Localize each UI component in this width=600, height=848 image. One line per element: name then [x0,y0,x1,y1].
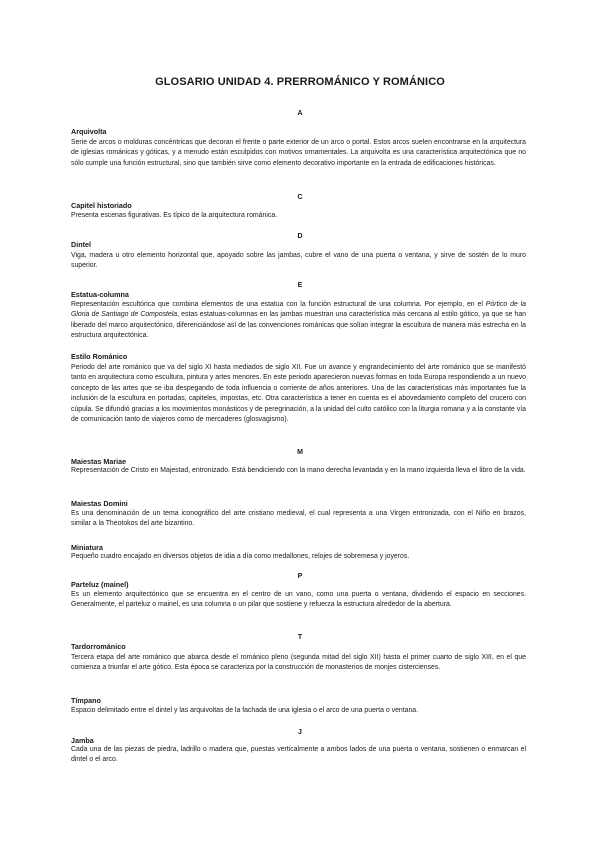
page-title: GLOSARIO UNIDAD 4. PRERROMÁNICO Y ROMÁNICO [155,76,445,88]
definition-estatua-columna-part-1: Representación escultórica que combina elementos de una estatua con la función estructural de una columna. Por ejemplo, en el [71,301,486,308]
definition-timpano: Espacio delimitado entre el dintel y las arquivoltas de la fachada de una iglesia o el arco de una puerta o ventana. [71,707,419,714]
term-maiestas-domini: Maiestas Domini [71,499,128,508]
definition-parteluz: Es un elemento arquitectónico que se encuentra en el centro de un vano, como una puerta o ventana, dividiendo el espacio en secciones. Generalmente, el parteluz o mainel, es una columna o un pilar que sostiene y refuerza la estructura alrededor de la abertura. [71,591,526,609]
term-parteluz: Parteluz (mainel) [71,580,129,589]
section-letter-c: C [297,194,303,201]
portico-de-la-gloria-title: Pórtico de la Gloria de Santiago de Compostela [71,301,526,319]
term-arquivolta: Arquivolta [71,127,107,136]
term-jamba: Jamba [71,736,94,745]
term-timpano: Tímpano [71,696,101,705]
section-letter-d: D [297,233,303,240]
term-capitel-historiado: Capitel historiado [71,201,132,210]
definition-estilo-romanico: Periodo del arte románico que va del siglo XI hasta mediados de siglo XII. Fue un avance y engrandecimiento del arte románico que se manifestó tanto en arquitectura como escultura, pintura y artes menores. En este periodo aparecieron nuevas formas en toda Europa respondiendo a un nuevo concepto de las artes que se iba despegando de toda influencia o corriente de años anteriores. Una de las características más importantes fue la inclusión de la escultura en portadas, capiteles, impostas, etc. Otra característica a tener en cuenta es el abovedamiento completo del crucero con cúpula. Se difundió gracias a los movimientos monásticos y de peregrinación, a la unidad del culto católico con la liturgia romana y a la constante vía de comunicación tanto de viajeros como de mercaderes (glosvagismo). [71,364,526,424]
term-estatua-columna: Estatua-columna [71,290,129,299]
term-tardorromanico: Tardorrománico [71,642,126,651]
definition-tardorromanico: Tercera etapa del arte románico que abarca desde el románico pleno (segunda mitad del siglo XII) hasta el primer cuarto de siglo XIII, en el que comienza a triunfar el arte gótico. Esta época se caracteriza por la construcción de monasterios de monjes cistercienses. [71,654,526,672]
definition-estatua-columna-part-2: , estas estatuas-columnas en las jambas muestran una característica más cercana al estilo gótico, ya que se han liberado del marco arquitectónico, diferenciándose así de las convenciones románicas que solían integrar la escultura de manera más estrecha en la estructura arquitectónica. [71,311,526,340]
definition-dintel: Viga, madera u otro elemento horizontal que, apoyado sobre las jambas, cubre el vano de una puerta o ventana, y sirve de sostén de lo muro superior. [71,252,526,270]
section-letter-t: T [297,634,303,641]
definition-estatua-columna [71,300,526,342]
definition-capitel-historiado: Presenta escenas figurativas. Es típico de la arquitectura románica. [71,212,278,219]
term-miniatura: Miniatura [71,543,103,552]
definition-maiestas-mariae: Representación de Cristo en Majestad, entronizado. Está bendiciendo con la mano derecha levantada y en la mano izquierda lleva el libro de la vida. [71,467,526,474]
term-estilo-romanico: Estilo Románico [71,352,128,361]
term-maiestas-mariae: Maiestas Mariae [71,457,127,466]
definition-arquivolta: Serie de arcos o molduras concéntricas que decoran el frente o parte exterior de un arco o portal. Estos arcos suelen encontrarse en la arquitectura de iglesias románicas y góticas, y a menudo están esculpidos con motivos ornamentales. La arquivolta es una característica arquitectónica que no sólo cumple una función estructural, sino que también sirve como elemento decorativo importante en la entrada de edificaciones históricas. [71,139,526,167]
section-letter-p: P [297,573,303,580]
section-letter-m: M [297,449,303,456]
definition-miniatura: Pequeño cuadro encajado en diversos objetos de idia a día como medallones, relojes de sobremesa y joyeros. [71,553,410,560]
section-letter-j: J [298,729,302,736]
definition-maiestas-domini: Es una denominación de un tema iconográfico del arte cristiano medieval, el cual representa a una Virgen entronizada, con el Niño en brazos, similar a la Theotokos del arte bizantino. [71,510,526,528]
section-letter-a: A [297,110,303,117]
term-dintel: Dintel [71,240,91,249]
section-letter-e: E [297,282,303,289]
definition-jamba: Cada una de las piezas de piedra, ladrillo o madera que, puestas verticalmente a ambos lados de una puerta o ventana, sostienen o enmarcan el dintel o el arco. [71,746,526,764]
